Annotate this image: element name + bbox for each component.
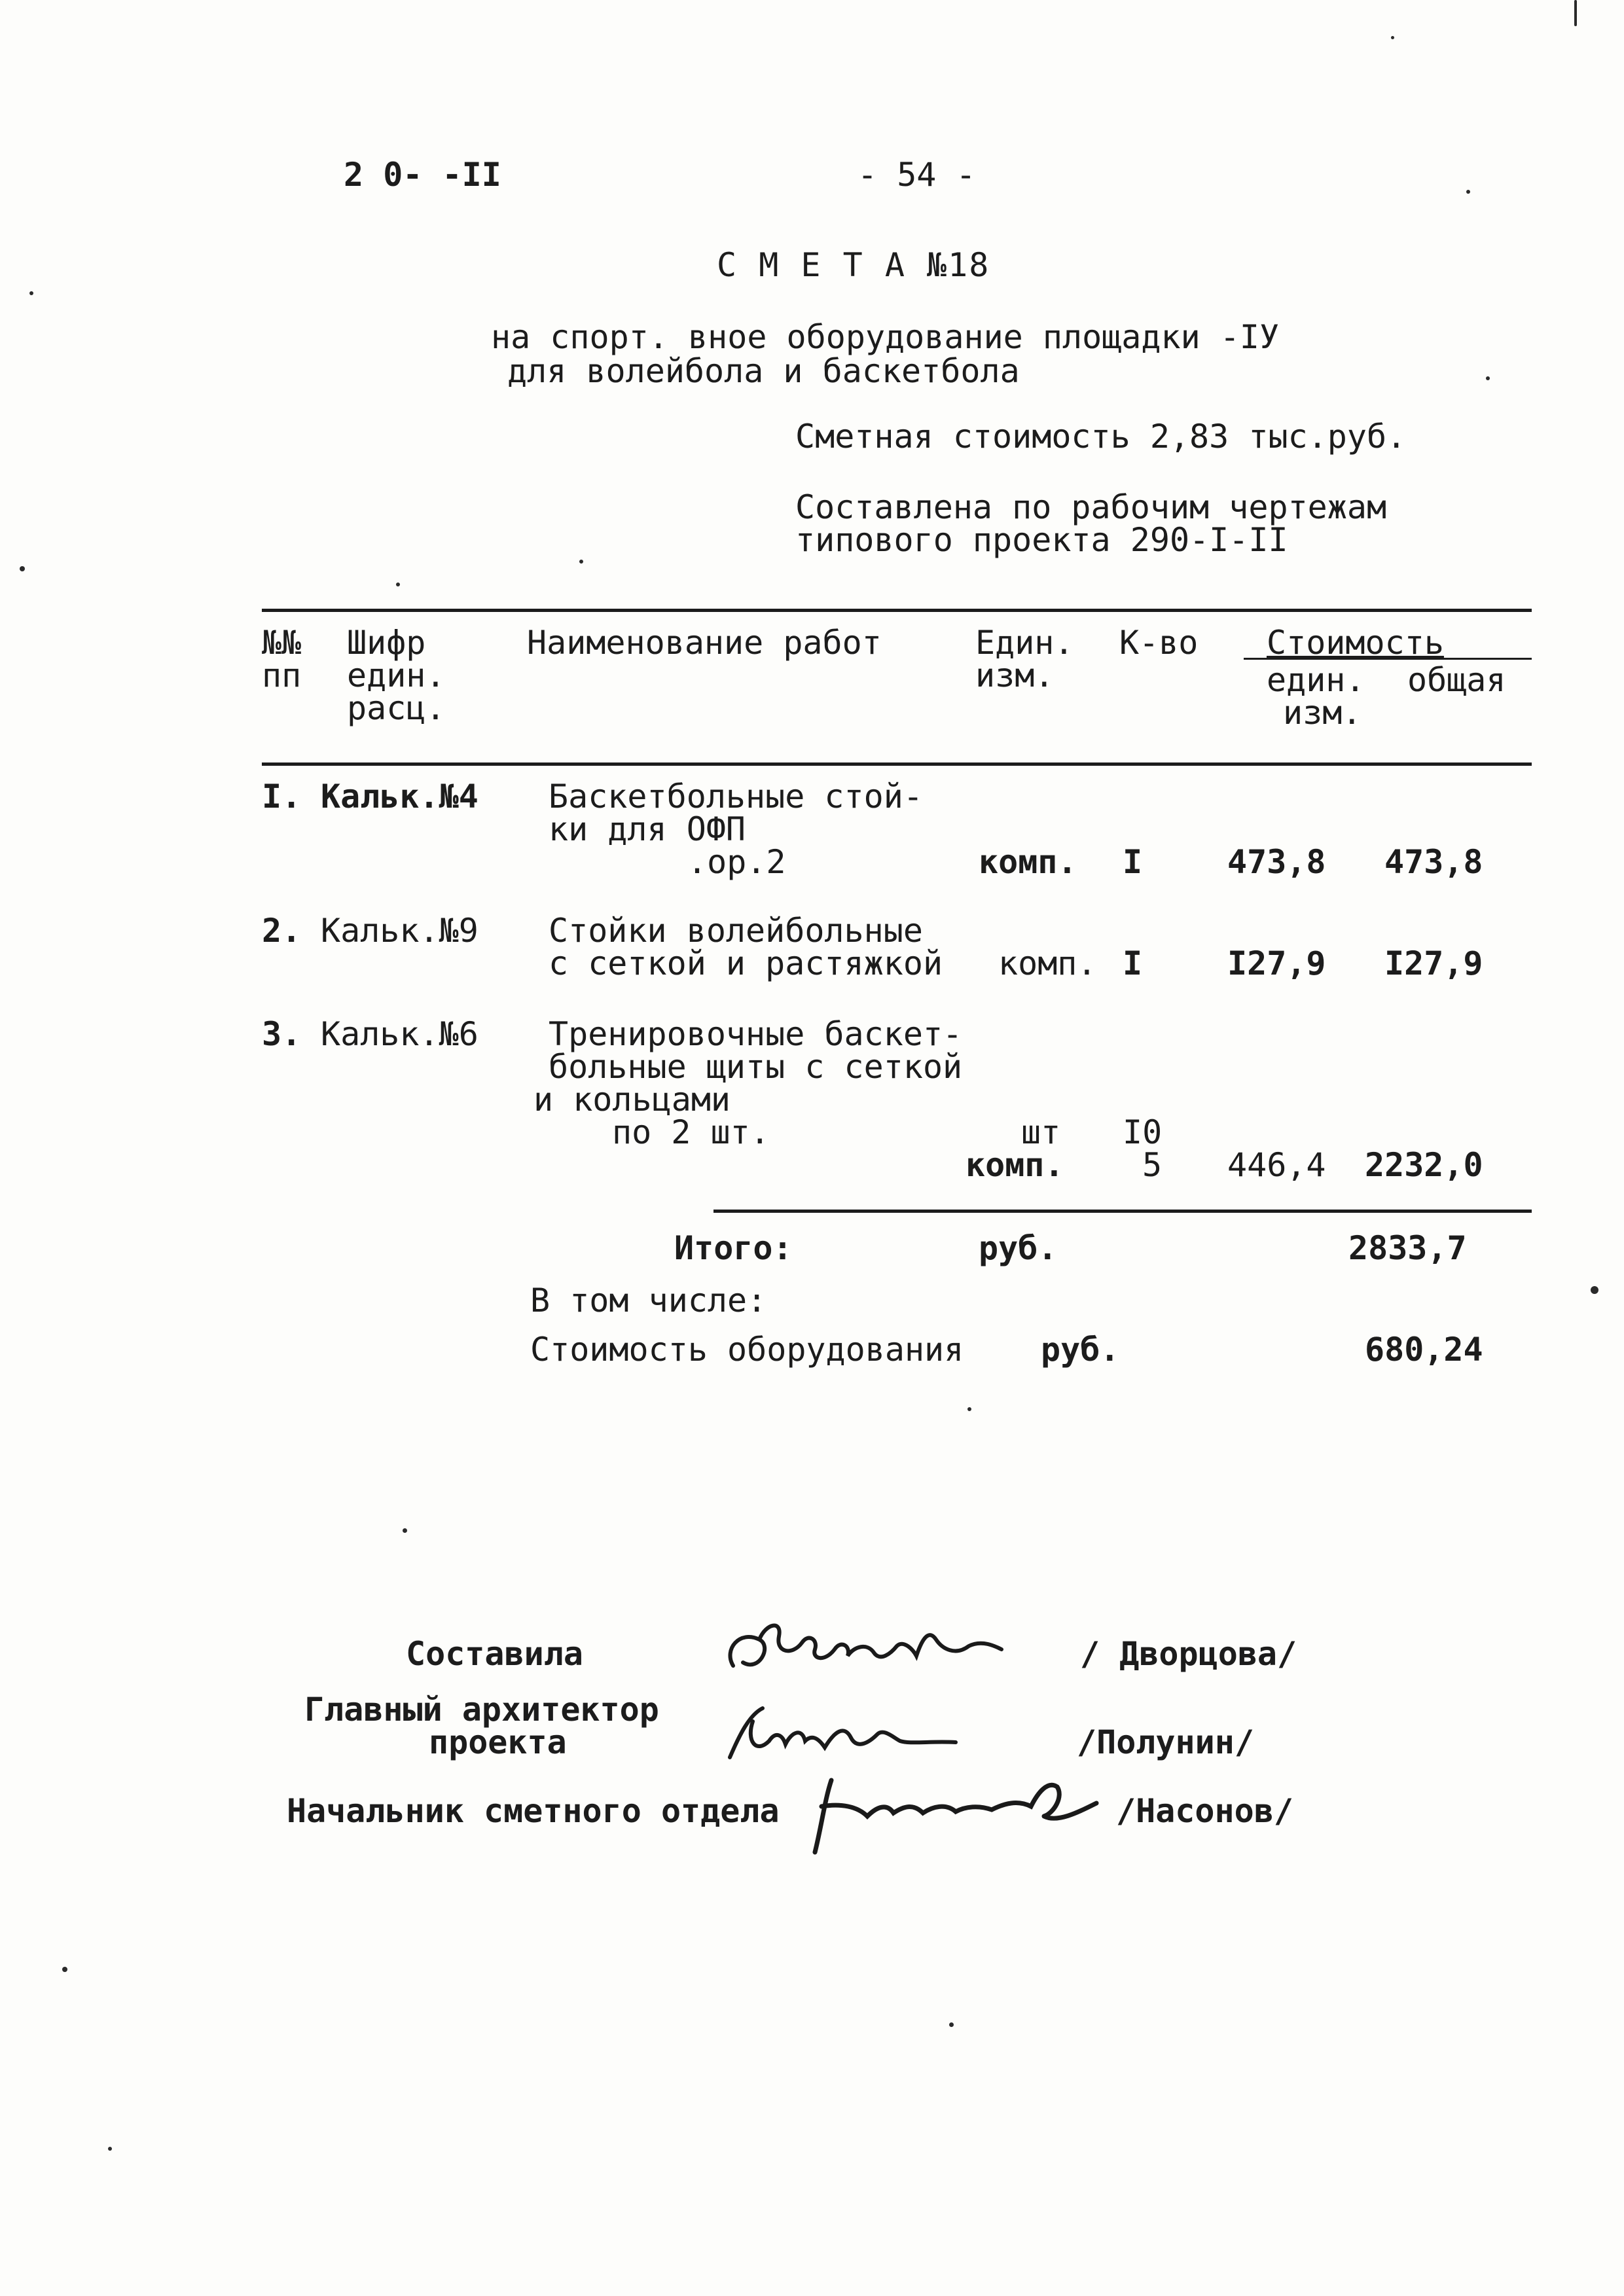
- scan-speck: [1486, 376, 1490, 380]
- signer-name: / Дворцова/: [1080, 1635, 1297, 1673]
- including-label: В том числе:: [530, 1282, 767, 1319]
- row-name-line: с сеткой и растяжкой: [549, 944, 943, 982]
- total-unit: руб.: [979, 1229, 1058, 1267]
- row-price: 446,4: [1227, 1146, 1326, 1184]
- header-code-1: Шифр: [347, 624, 426, 662]
- estimated-cost: Сметная стоимость 2,83 тыс.руб.: [795, 418, 1407, 456]
- row-num: 2.: [262, 912, 302, 950]
- row-name-ref: .ор.2: [687, 843, 786, 881]
- handwritten-signature-dvortsova: [720, 1610, 1015, 1685]
- row-name-line: Стойки волейбольные: [549, 912, 923, 950]
- header-cost-total: общая: [1407, 661, 1506, 699]
- scan-speck: [1591, 1286, 1598, 1294]
- row-name-line: ки для ОФП: [549, 810, 746, 848]
- scan-speck: [396, 583, 400, 586]
- subtitle-line-1: на спорт. вное оборудование площадки -IУ: [491, 318, 1280, 356]
- signer-role: Начальник сметного отдела: [287, 1792, 780, 1830]
- row-code: Кальк.№4: [321, 778, 478, 816]
- row-num: 3.: [262, 1015, 302, 1053]
- row-unit: шт: [1021, 1113, 1061, 1151]
- table-top-rule: [262, 609, 1532, 612]
- totals-rule: [713, 1210, 1532, 1213]
- scan-speck: [20, 566, 25, 571]
- header-code-2: един.: [347, 656, 446, 694]
- row-unit: комп.: [965, 1146, 1064, 1184]
- row-total: 2232,0: [1365, 1146, 1483, 1184]
- row-name-line: больные щиты с сеткой: [549, 1048, 963, 1086]
- row-price: 473,8: [1227, 843, 1326, 881]
- signer-name: /Насонов/: [1116, 1792, 1293, 1830]
- header-num-2: пп: [262, 656, 302, 694]
- header-num-1: №№: [262, 624, 302, 662]
- total-value: 2833,7: [1348, 1229, 1467, 1267]
- row-unit: комп.: [979, 843, 1077, 881]
- header-unit-1: Един.: [975, 624, 1074, 662]
- scan-speck: [403, 1528, 407, 1533]
- row-total: I27,9: [1384, 944, 1483, 982]
- row-code: Кальк.№6: [321, 1015, 478, 1053]
- row-qty: I: [1123, 843, 1143, 881]
- header-name: Наименование работ: [527, 624, 882, 662]
- row-code: Кальк.№9: [321, 912, 478, 950]
- scan-speck: [108, 2147, 112, 2151]
- header-unit-2: изм.: [975, 656, 1055, 694]
- row-name-ref: по 2 шт.: [612, 1113, 770, 1151]
- row-unit: комп.: [998, 944, 1097, 982]
- header-cost-unit-1: един.: [1267, 661, 1365, 699]
- handwritten-signature-nasonov: [795, 1767, 1110, 1861]
- signer-role: Составила: [406, 1635, 583, 1673]
- scan-speck: [29, 291, 33, 295]
- row-total: 473,8: [1384, 843, 1483, 881]
- header-code-3: расц.: [347, 689, 446, 727]
- row-name-line: Тренировочные баскет-: [549, 1015, 963, 1053]
- subtitle-line-2: для волейбола и баскетбола: [507, 352, 1020, 390]
- scan-speck: [949, 2022, 954, 2027]
- document-code: 2 0- -II: [344, 156, 501, 194]
- scan-speck: [1391, 36, 1394, 39]
- row-qty: I0: [1123, 1113, 1163, 1151]
- compiled-by-line-1: Составлена по рабочим чертежам: [795, 488, 1387, 526]
- equipment-value: 680,24: [1365, 1331, 1483, 1369]
- signer-name: /Полунин/: [1077, 1723, 1254, 1761]
- scan-speck: [967, 1407, 971, 1411]
- equipment-unit: руб.: [1041, 1331, 1120, 1369]
- signer-role: Главный архитектор: [304, 1691, 659, 1729]
- row-qty: I: [1123, 944, 1143, 982]
- row-price: I27,9: [1227, 944, 1326, 982]
- signer-role: проекта: [429, 1723, 567, 1761]
- row-name-line: Баскетбольные стой-: [549, 778, 923, 816]
- total-label: Итого:: [674, 1229, 793, 1267]
- scan-mark: [1574, 0, 1577, 26]
- header-cost: Стоимость: [1267, 624, 1444, 662]
- handwritten-signature-polunin: [713, 1695, 988, 1770]
- page-number: - 54 -: [857, 156, 976, 194]
- table-header-rule: [262, 762, 1532, 766]
- scan-speck: [579, 560, 583, 564]
- compiled-by-line-2: типового проекта 290-I-II: [795, 521, 1288, 559]
- scan-speck: [1466, 190, 1470, 194]
- document-title: С М Е Т А №18: [717, 246, 990, 284]
- equipment-label: Стоимость оборудования: [530, 1331, 964, 1369]
- header-cost-unit-2: изм.: [1283, 694, 1362, 732]
- header-qty: К-во: [1119, 624, 1199, 662]
- row-num: I.: [262, 778, 302, 816]
- row-name-line: и кольцами: [533, 1081, 731, 1119]
- scan-speck: [62, 1967, 67, 1972]
- row-qty: 5: [1142, 1146, 1163, 1184]
